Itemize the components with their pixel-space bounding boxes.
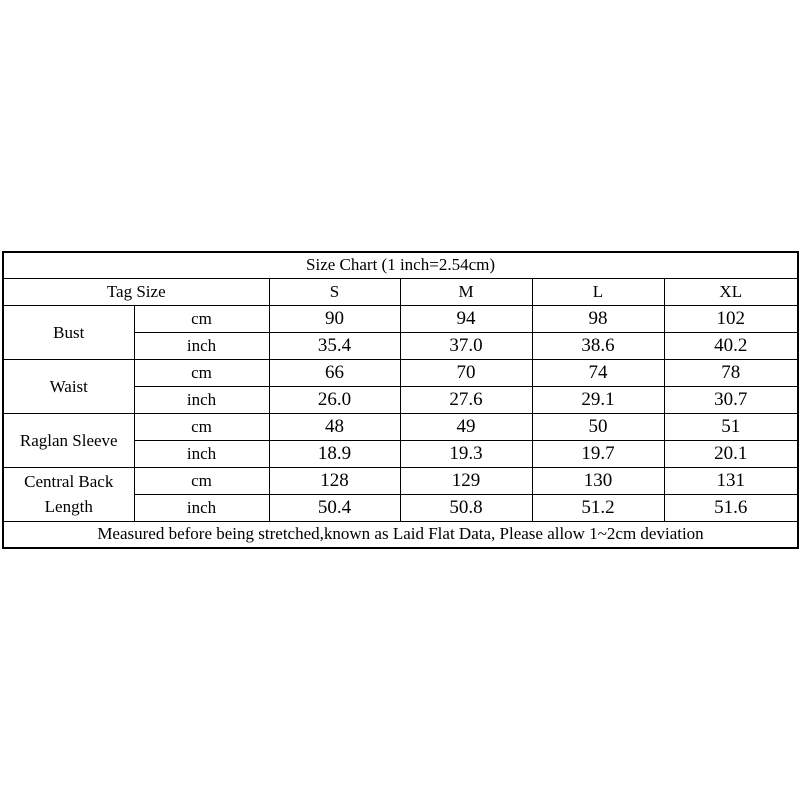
size-header-l: L bbox=[532, 278, 664, 305]
unit-label-inch: inch bbox=[134, 386, 269, 413]
table-cell: 35.4 bbox=[269, 332, 400, 359]
unit-label-cm: cm bbox=[134, 413, 269, 440]
table-cell: 129 bbox=[400, 467, 532, 494]
table-cell: 49 bbox=[400, 413, 532, 440]
table-cell: 20.1 bbox=[664, 440, 798, 467]
table-cell: 19.7 bbox=[532, 440, 664, 467]
table-row bbox=[3, 413, 798, 440]
table-cell: 30.7 bbox=[664, 386, 798, 413]
measurement-label-waist: Waist bbox=[3, 359, 134, 413]
measurement-label-bust: Bust bbox=[3, 305, 134, 359]
table-cell: 26.0 bbox=[269, 386, 400, 413]
title-row bbox=[3, 252, 798, 278]
table-cell: 50.8 bbox=[400, 494, 532, 521]
table-row bbox=[3, 467, 798, 494]
table-row bbox=[3, 305, 798, 332]
table-row bbox=[3, 359, 798, 386]
table-cell: 38.6 bbox=[532, 332, 664, 359]
table-cell: 50.4 bbox=[269, 494, 400, 521]
table-cell: 66 bbox=[269, 359, 400, 386]
note-row bbox=[3, 521, 798, 548]
header-row bbox=[3, 278, 798, 305]
table-cell: 70 bbox=[400, 359, 532, 386]
table-cell: 50 bbox=[532, 413, 664, 440]
table-cell: 29.1 bbox=[532, 386, 664, 413]
size-header-xl: XL bbox=[664, 278, 798, 305]
table-cell: 102 bbox=[664, 305, 798, 332]
table-cell: 90 bbox=[269, 305, 400, 332]
table-cell: 27.6 bbox=[400, 386, 532, 413]
table-cell: 51.2 bbox=[532, 494, 664, 521]
size-chart-table bbox=[2, 251, 799, 549]
tag-size-label: Tag Size bbox=[3, 278, 269, 305]
table-cell: 40.2 bbox=[664, 332, 798, 359]
measurement-label-central-back-length: Central Back Length bbox=[3, 467, 134, 521]
table-cell: 131 bbox=[664, 467, 798, 494]
table-cell: 78 bbox=[664, 359, 798, 386]
table-cell: 18.9 bbox=[269, 440, 400, 467]
measurement-note: Measured before being stretched,known as Laid Flat Data, Please allow 1~2cm deviation bbox=[3, 521, 798, 548]
table-cell: 94 bbox=[400, 305, 532, 332]
table-cell: 51.6 bbox=[664, 494, 798, 521]
unit-label-cm: cm bbox=[134, 467, 269, 494]
table-cell: 74 bbox=[532, 359, 664, 386]
unit-label-cm: cm bbox=[134, 359, 269, 386]
table-cell: 48 bbox=[269, 413, 400, 440]
unit-label-cm: cm bbox=[134, 305, 269, 332]
table-cell: 128 bbox=[269, 467, 400, 494]
size-chart-title: Size Chart (1 inch=2.54cm) bbox=[3, 252, 798, 278]
table-cell: 130 bbox=[532, 467, 664, 494]
unit-label-inch: inch bbox=[134, 332, 269, 359]
table-cell: 37.0 bbox=[400, 332, 532, 359]
table-cell: 51 bbox=[664, 413, 798, 440]
measurement-label-raglan-sleeve: Raglan Sleeve bbox=[3, 413, 134, 467]
unit-label-inch: inch bbox=[134, 440, 269, 467]
table-cell: 98 bbox=[532, 305, 664, 332]
table-cell: 19.3 bbox=[400, 440, 532, 467]
unit-label-inch: inch bbox=[134, 494, 269, 521]
size-header-m: M bbox=[400, 278, 532, 305]
size-header-s: S bbox=[269, 278, 400, 305]
